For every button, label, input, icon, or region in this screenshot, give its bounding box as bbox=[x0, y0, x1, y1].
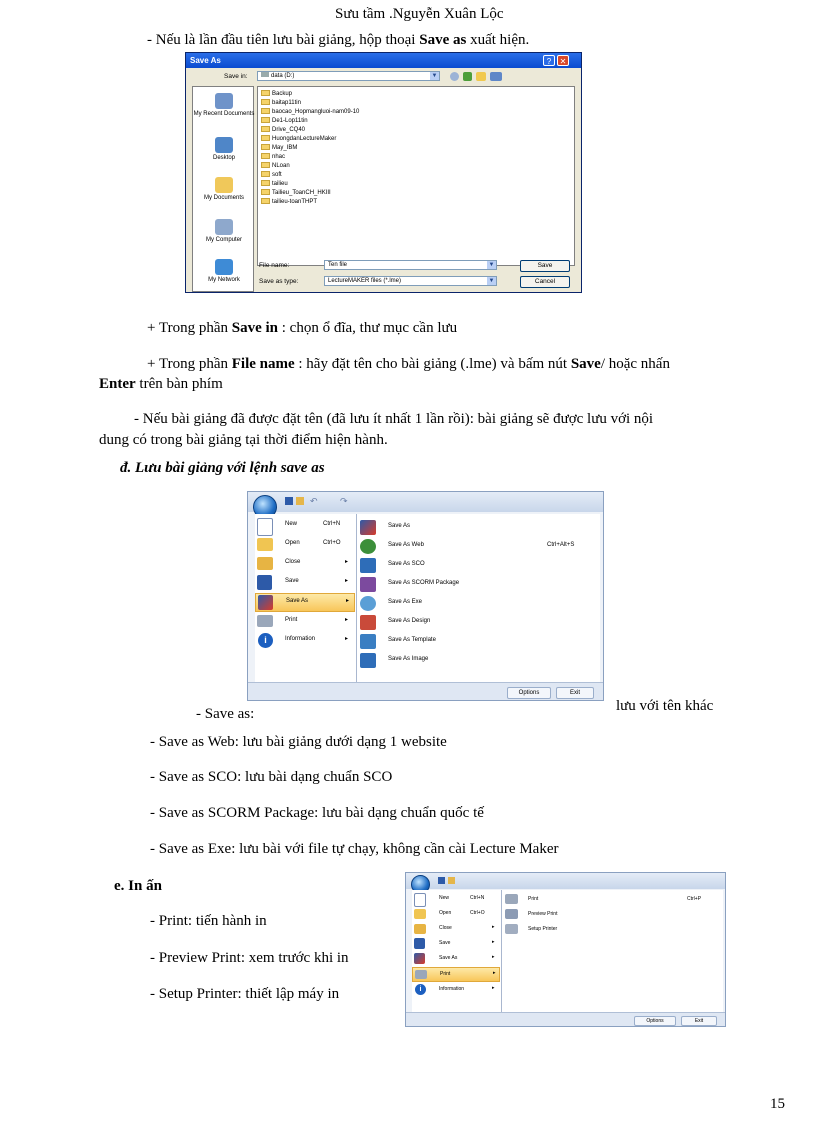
menu-item-label: Close bbox=[439, 925, 452, 931]
menu-item-save[interactable] bbox=[412, 937, 500, 951]
chevron-down-icon: ▼ bbox=[431, 73, 438, 79]
section-d-title: đ. Lưu bài giảng với lệnh save as bbox=[120, 460, 325, 476]
folder-item[interactable]: soft bbox=[261, 171, 282, 180]
place-label: My Documents bbox=[203, 195, 244, 201]
close-button[interactable]: ✕ bbox=[557, 55, 569, 66]
menu-bottom-bar bbox=[248, 682, 603, 701]
page-number: 15 bbox=[770, 1096, 785, 1112]
para-file-name-prefix: + Trong phần bbox=[147, 356, 232, 372]
new-document-icon bbox=[257, 518, 273, 536]
menu-item-shortcut: Ctrl+O bbox=[323, 540, 341, 546]
place-recent[interactable] bbox=[193, 93, 255, 118]
options-label: Options bbox=[518, 690, 540, 696]
menu-item-label: Information bbox=[439, 986, 465, 992]
menu-item-print[interactable] bbox=[255, 613, 355, 631]
file-name-value: Ten file bbox=[328, 262, 348, 268]
submenu-save-as-scorm[interactable] bbox=[357, 576, 600, 594]
menu-item-shortcut: Ctrl+O bbox=[470, 910, 485, 916]
save-in-label: Save in: bbox=[224, 73, 248, 80]
menu-item-label: Print bbox=[285, 617, 298, 623]
submenu-label: Save As SCORM Package bbox=[388, 580, 460, 586]
menu-item-label: Save bbox=[439, 940, 451, 946]
place-my-computer[interactable] bbox=[193, 219, 255, 244]
quick-save-icon[interactable] bbox=[285, 497, 293, 505]
menu-item-label: Information bbox=[285, 636, 316, 642]
folder-item[interactable]: Tailieu_ToanCH_HKIII bbox=[261, 189, 331, 198]
folder-item[interactable]: nhac bbox=[261, 153, 285, 162]
chevron-right-icon: ▸ bbox=[492, 954, 495, 960]
intro-suffix: xuất hiện. bbox=[466, 32, 530, 48]
menu-item-save-as[interactable] bbox=[255, 593, 355, 612]
menu-item-label: Save bbox=[285, 578, 299, 584]
exit-button[interactable] bbox=[681, 1016, 717, 1026]
save-type-value: LectureMAKER files (*.lme) bbox=[328, 278, 402, 284]
save-as-icon bbox=[414, 953, 425, 964]
preview-print-icon bbox=[505, 909, 518, 919]
submenu-save-as-template[interactable] bbox=[357, 633, 600, 651]
bullet-web: - Save as Web: lưu bài giảng dưới dạng 1 website bbox=[150, 734, 447, 750]
menu-item-label: New bbox=[285, 521, 298, 527]
menu-item-close[interactable] bbox=[255, 555, 355, 573]
para-file-name-bold: File name bbox=[231, 356, 295, 372]
submenu-label: Save As Image bbox=[388, 656, 429, 662]
section-e-title: e. In ấn bbox=[114, 878, 162, 894]
submenu-label: Preview Print bbox=[528, 911, 558, 917]
scorm-package-icon bbox=[360, 577, 376, 592]
image-icon bbox=[360, 653, 376, 668]
exe-icon bbox=[360, 596, 376, 611]
save-button[interactable]: Save bbox=[520, 260, 570, 272]
setup-printer-icon bbox=[505, 924, 518, 934]
folder-item[interactable]: May_IBM bbox=[261, 144, 297, 153]
folder-item[interactable]: tailieu-toanTHPT bbox=[261, 198, 317, 207]
menu-item-information[interactable] bbox=[412, 983, 500, 997]
folder-item[interactable]: NLoan bbox=[261, 162, 290, 171]
submenu-save-as-exe[interactable] bbox=[357, 595, 600, 613]
chevron-right-icon: ▸ bbox=[492, 924, 495, 930]
save-as-icon bbox=[258, 595, 273, 610]
submenu-shortcut: Ctrl+P bbox=[687, 896, 702, 902]
design-icon bbox=[360, 615, 376, 630]
menu-item-information[interactable] bbox=[255, 632, 355, 650]
folder-item[interactable]: tailieu bbox=[261, 180, 288, 189]
file-list[interactable] bbox=[257, 86, 575, 266]
para-named-line2: dung có trong bài giảng tại thời điểm hiện hành. bbox=[99, 432, 388, 448]
submenu-label: Setup Printer bbox=[528, 926, 558, 932]
folder-item[interactable]: De1-Lop11tin bbox=[261, 117, 308, 126]
printer-icon bbox=[415, 970, 427, 979]
menu-item-label: Save As bbox=[439, 955, 458, 961]
para-file-name-middle: : hãy đặt tên cho bài giảng (.lme) và bấm nút bbox=[294, 356, 571, 372]
help-button[interactable]: ? bbox=[543, 55, 555, 66]
views-icon[interactable] bbox=[490, 72, 502, 81]
para-file-name-line2-text: trên bàn phím bbox=[135, 376, 223, 392]
desktop-icon bbox=[215, 137, 233, 153]
folder-item[interactable]: baocao_Hopmangluoi-nam09-10 bbox=[261, 108, 359, 117]
printer-icon bbox=[505, 894, 518, 904]
cancel-button[interactable]: Cancel bbox=[520, 276, 570, 288]
menu-item-label: New bbox=[439, 895, 450, 901]
submenu-label: Print bbox=[528, 896, 539, 902]
places-bar bbox=[192, 86, 254, 292]
place-label: Desktop bbox=[212, 155, 235, 161]
menu-item-new[interactable] bbox=[255, 517, 355, 535]
menu-item-save[interactable] bbox=[255, 574, 355, 592]
save-in-combo[interactable] bbox=[257, 71, 440, 81]
quick-open-icon[interactable] bbox=[448, 877, 455, 884]
intro-bold: Save as bbox=[419, 32, 467, 48]
chevron-right-icon: ▸ bbox=[493, 970, 496, 976]
redo-icon[interactable]: ↷ bbox=[340, 496, 348, 506]
para-save-in-suffix: : chọn ổ đĩa, thư mục cần lưu bbox=[278, 320, 458, 336]
up-folder-icon[interactable] bbox=[463, 72, 472, 81]
close-folder-icon bbox=[257, 557, 273, 570]
info-icon: i bbox=[258, 633, 273, 648]
save-as-icon bbox=[360, 520, 376, 535]
submenu-setup-printer[interactable] bbox=[502, 923, 723, 937]
new-document-icon bbox=[414, 893, 426, 907]
chevron-right-icon: ▸ bbox=[492, 939, 495, 945]
submenu-save-as-web[interactable] bbox=[357, 538, 600, 556]
my-network-icon bbox=[215, 259, 233, 275]
save-type-label: Save as type: bbox=[259, 278, 299, 285]
menu-item-shortcut: Ctrl+N bbox=[470, 895, 485, 901]
menu-right-column bbox=[356, 514, 600, 682]
exit-label: Exit bbox=[569, 690, 580, 696]
dialog-titlebar bbox=[186, 53, 581, 68]
menu-item-open[interactable] bbox=[255, 536, 355, 554]
bullet-sco: - Save as SCO: lưu bài dạng chuẩn SCO bbox=[150, 769, 393, 785]
chevron-right-icon: ▸ bbox=[345, 617, 349, 623]
chevron-right-icon: ▸ bbox=[345, 578, 349, 584]
menu-item-shortcut: Ctrl+N bbox=[323, 521, 341, 527]
recent-documents-icon bbox=[215, 93, 233, 109]
print-menu-screenshot bbox=[405, 872, 726, 1027]
exit-button[interactable] bbox=[556, 687, 594, 699]
submenu-preview-print[interactable] bbox=[502, 908, 723, 922]
submenu-save-as-image[interactable] bbox=[357, 652, 600, 670]
para-file-name-line2 bbox=[99, 374, 223, 394]
options-button[interactable] bbox=[507, 687, 551, 699]
open-folder-icon bbox=[257, 538, 273, 551]
dialog-title: Save As bbox=[190, 56, 221, 65]
printer-icon bbox=[257, 615, 273, 627]
place-label: My Recent Documents bbox=[193, 111, 255, 117]
menu-item-new[interactable] bbox=[412, 892, 500, 906]
place-my-documents[interactable] bbox=[193, 177, 255, 202]
menu-item-label: Open bbox=[285, 540, 300, 546]
open-folder-icon bbox=[414, 909, 426, 919]
quick-save-icon[interactable] bbox=[438, 877, 445, 884]
options-button[interactable] bbox=[634, 1016, 676, 1026]
submenu-print[interactable] bbox=[502, 893, 723, 907]
para-file-name-bold2: Save bbox=[570, 356, 601, 372]
menu-item-label: Close bbox=[285, 559, 301, 565]
submenu-label: Save As Exe bbox=[388, 599, 423, 605]
submenu-label: Save As Design bbox=[388, 618, 431, 624]
submenu-save-as[interactable] bbox=[357, 519, 600, 537]
menu-left-column bbox=[412, 890, 502, 1012]
submenu-label: Save As bbox=[388, 523, 411, 529]
quick-open-icon[interactable] bbox=[296, 497, 304, 505]
info-icon: i bbox=[415, 984, 426, 995]
undo-icon[interactable]: ↶ bbox=[310, 496, 318, 506]
save-disk-icon bbox=[414, 938, 425, 949]
folder-item[interactable]: HuongdanLectureMaker bbox=[261, 135, 336, 144]
globe-icon bbox=[360, 539, 376, 554]
menu-item-open[interactable] bbox=[412, 907, 500, 921]
my-computer-icon bbox=[215, 219, 233, 235]
folder-item[interactable]: Backup bbox=[261, 90, 292, 99]
menu-item-label: Save As bbox=[286, 598, 309, 604]
submenu-save-as-design[interactable] bbox=[357, 614, 600, 632]
submenu-label: Save As Template bbox=[388, 637, 436, 643]
my-documents-icon bbox=[215, 177, 233, 193]
menu-item-label: Open bbox=[439, 910, 452, 916]
page-header: Sưu tầm .Nguyễn Xuân Lộc bbox=[335, 6, 504, 22]
menu-item-save-as[interactable] bbox=[412, 952, 500, 966]
back-icon[interactable] bbox=[450, 72, 459, 81]
folder-item[interactable]: Drive_CQ40 bbox=[261, 126, 305, 135]
exit-label: Exit bbox=[694, 1018, 704, 1024]
place-label: My Network bbox=[208, 277, 240, 283]
enter-key-bold: Enter bbox=[99, 376, 136, 392]
para-save-in-prefix: + Trong phần bbox=[147, 320, 232, 336]
chevron-down-icon: ▼ bbox=[488, 262, 495, 268]
save-as-line-right: lưu với tên khác bbox=[616, 698, 714, 714]
place-label: My Computer bbox=[205, 237, 242, 243]
file-name-label: File name: bbox=[259, 262, 290, 269]
bullet-scorm: - Save as SCORM Package: lưu bài dạng chuẩn quốc tế bbox=[150, 805, 484, 821]
intro-line bbox=[147, 30, 529, 50]
place-desktop[interactable] bbox=[193, 137, 255, 162]
para-save-in bbox=[147, 318, 457, 338]
menu-right-column bbox=[501, 890, 723, 1012]
para-file-name-suffix: / hoặc nhấn bbox=[600, 356, 670, 372]
chevron-right-icon: ▸ bbox=[346, 598, 350, 604]
para-named: - Nếu bài giảng đã được đặt tên (đã lưu ít nhất 1 lần rồi): bài giảng sẽ được lưu với nội bbox=[134, 411, 654, 427]
preview-print-item: - Preview Print: xem trước khi in bbox=[150, 950, 349, 966]
submenu-shortcut: Ctrl+Alt+S bbox=[547, 542, 575, 548]
drive-icon bbox=[261, 72, 269, 77]
intro-prefix: - Nếu là lần đầu tiên lưu bài giảng, hộp thoại bbox=[147, 32, 420, 48]
place-my-network[interactable] bbox=[193, 259, 255, 284]
chevron-down-icon: ▼ bbox=[488, 278, 495, 284]
save-as-line-left: - Save as: bbox=[196, 706, 255, 722]
chevron-right-icon: ▸ bbox=[345, 559, 349, 565]
para-file-name bbox=[147, 354, 783, 374]
folder-item[interactable]: baitap11tin bbox=[261, 99, 301, 108]
sco-icon bbox=[360, 558, 376, 573]
save-as-dialog bbox=[185, 52, 582, 293]
chevron-right-icon: ▸ bbox=[345, 636, 349, 642]
save-disk-icon bbox=[257, 575, 272, 590]
close-folder-icon bbox=[414, 924, 426, 934]
menu-item-print[interactable] bbox=[412, 967, 500, 982]
save-as-menu-screenshot bbox=[247, 491, 604, 701]
file-name-input[interactable] bbox=[324, 260, 497, 270]
submenu-label: Save As SCO bbox=[388, 561, 425, 567]
menu-left-column bbox=[255, 514, 357, 682]
menu-item-close[interactable] bbox=[412, 922, 500, 936]
save-in-value: data (D:) bbox=[271, 73, 295, 79]
submenu-label: Save As Web bbox=[388, 542, 424, 548]
menu-item-label: Print bbox=[440, 971, 451, 977]
para-save-in-bold: Save in bbox=[231, 320, 278, 336]
menu-bottom-bar bbox=[406, 1012, 725, 1027]
setup-printer-item: - Setup Printer: thiết lập máy in bbox=[150, 986, 340, 1002]
chevron-right-icon: ▸ bbox=[492, 985, 495, 991]
options-label: Options bbox=[646, 1018, 664, 1024]
new-folder-icon[interactable] bbox=[476, 72, 486, 81]
print-item: - Print: tiến hành in bbox=[150, 913, 267, 929]
template-icon bbox=[360, 634, 376, 649]
submenu-save-as-sco[interactable] bbox=[357, 557, 600, 575]
bullet-exe: - Save as Exe: lưu bài với file tự chạy, không cần cài Lecture Maker bbox=[150, 841, 559, 857]
save-type-select[interactable] bbox=[324, 276, 497, 286]
